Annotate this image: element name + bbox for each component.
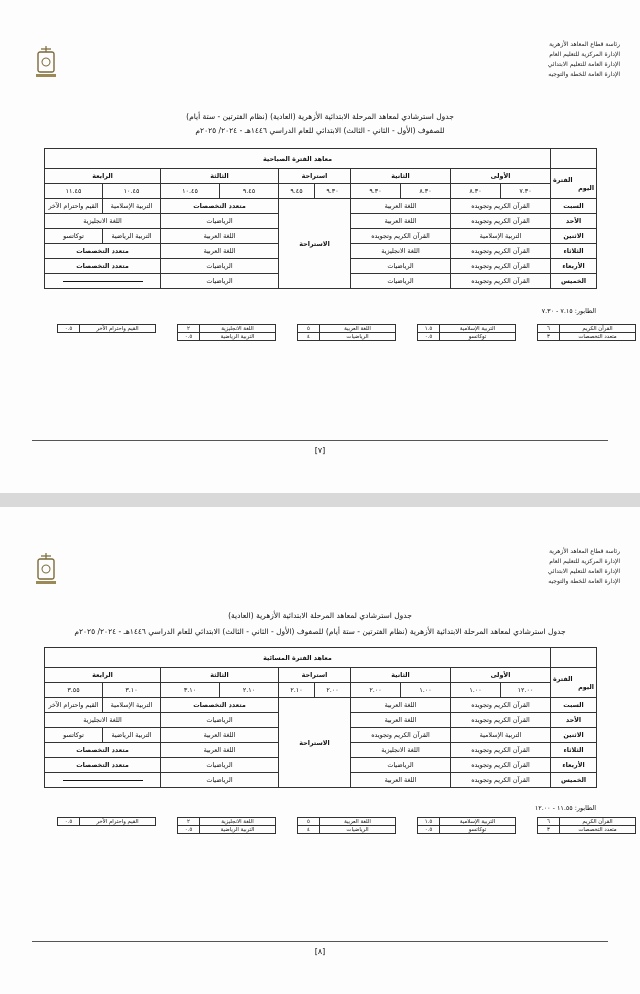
time-cell: ٩.٤٥ [220,184,279,199]
header-line: رئاسة قطاع المعاهد الأزهرية [549,548,620,555]
break-header: استراحة [279,169,351,184]
summary-count: ٤ [298,333,320,341]
time-cell: ١٠.٤٥ [103,184,161,199]
class-cell: الرياضيات [351,259,451,274]
summary-count: ٠.٥ [58,818,80,826]
schedule-table [44,647,597,788]
footer-divider [32,440,608,441]
day-cell: الأربعاء [551,758,597,773]
class-cell: اللغة العربية [351,698,451,713]
summary-count: ٤ [298,826,320,834]
class-cell: اللغة العربية [161,244,279,259]
time-cell: ٢.٠٠ [351,683,401,698]
page-subtitle: للصفوف (الأول - الثاني - الثالث) الابتدائي للعام الدراسي ١٤٤٦هـ - ٢٠٢٤/ ٢٠٢٥م [195,126,445,135]
time-cell: ٣.١٠ [103,683,161,698]
header-line: الإدارة العامة للتعليم الابتدائي [547,568,620,575]
day-cell: الأحد [551,713,597,728]
class-cell: الرياضيات [161,713,279,728]
day-cell: الثلاثاء [551,743,597,758]
class-cell: الرياضيات [161,259,279,274]
header-authority [500,547,620,587]
day-cell: الاثنين [551,229,597,244]
class-cell: اللغة العربية [161,743,279,758]
azhar-logo-icon [34,551,58,587]
summary-count: ٥ [298,325,320,333]
class-cell: اللغة الانجليزية [45,713,161,728]
summary-count: ٥ [298,818,320,826]
summary-count: ١.٥ [418,325,440,333]
day-cell: السبت [551,199,597,214]
class-cell: القيم واحترام الآخر [45,698,103,713]
header-line: رئاسة قطاع المعاهد الأزهرية [549,41,620,48]
header-line: الإدارة المركزية للتعليم العام [549,51,620,58]
class-cell: اللغة العربية [351,199,451,214]
page-number: [٧] [314,446,326,455]
summary-count: ٣ [538,826,560,834]
time-cell: ١٢.٠٠ [501,683,551,698]
time-cell: ٩.٤٥ [279,184,315,199]
class-cell: متعدد التخصصات [45,259,161,274]
summary-subject: التربية الرياضية [200,826,276,834]
dash-divider [63,281,143,282]
class-cell: القرآن الكريم وتجويده [451,199,551,214]
class-cell: متعدد التخصصات [45,758,161,773]
time-cell: ٨.٣٠ [451,184,501,199]
summary-subject: اللغة الانجليزية [200,818,276,826]
shift-title: معاهد الفترة المسائية [45,648,551,668]
class-cell: اللغة الانجليزية [45,214,161,229]
day-cell: الخميس [551,274,597,289]
day-cell: الثلاثاء [551,244,597,259]
page-title: جدول استرشادي لمعاهد المرحلة الابتدائية الأزهرية (العادية) [228,611,412,620]
summary-count: ١.٥ [418,818,440,826]
time-cell: ٢.١٠ [279,683,315,698]
class-cell: القرآن الكريم وتجويده [451,713,551,728]
class-cell: القيم واحترام الآخر [45,199,103,214]
table-row [45,199,597,214]
summary-count: ٦ [538,818,560,826]
summary-subject: الرياضيات [320,333,396,341]
page-title: جدول استرشادي لمعاهد المرحلة الابتدائية الأزهرية (العادية) (نظام الفترتين - ستة أيام) [186,112,454,121]
summary-count: ٣ [538,333,560,341]
header-line: الإدارة العامة للتعليم الابتدائي [547,61,620,68]
time-cell: ١٠.٤٥ [161,184,220,199]
empty-cell [45,274,161,289]
class-cell: الرياضيات [161,274,279,289]
summary-subject: التربية الإسلامية [440,818,516,826]
class-cell: التربية الإسلامية [451,728,551,743]
summary-subject: توكاتسو [440,826,516,834]
summary-count: ٢ [178,818,200,826]
day-cell: الأحد [551,214,597,229]
summary-count: ٦ [538,325,560,333]
break-cell: الاستراحة [279,698,351,788]
class-cell: التربية الإسلامية [451,229,551,244]
class-cell: اللغة الانجليزية [351,743,451,758]
class-cell: الرياضيات [161,773,279,788]
period-second: الثانية [351,668,451,683]
document-page-2 [0,507,640,994]
class-cell: القرآن الكريم وتجويده [451,274,551,289]
class-cell: القرآن الكريم وتجويده [451,743,551,758]
class-cell: اللغة العربية [351,773,451,788]
class-cell: القرآن الكريم وتجويده [451,244,551,259]
summary-count: ٠.٥ [58,325,80,333]
summary-count: ٠.٥ [418,826,440,834]
summary-count: ٠.٥ [178,333,200,341]
time-cell: ٨.٣٠ [401,184,451,199]
time-cell: ١.٠٠ [451,683,501,698]
time-cell: ٣.١٠ [161,683,220,698]
class-cell: متعدد التخصصات [161,199,279,214]
class-cell: اللغة الانجليزية [351,244,451,259]
time-cell: ٢.١٠ [220,683,279,698]
class-cell: اللغة العربية [161,728,279,743]
summary-subject: التربية الرياضية [200,333,276,341]
period-third: الثالثة [161,169,279,184]
header-line: الإدارة العامة للخطة والتوجيه [548,578,620,585]
class-cell: التربية الرياضية [103,229,161,244]
summary-subject: متعدد التخصصات [560,333,636,341]
summary-subject: التربية الإسلامية [440,325,516,333]
table-row [45,698,597,713]
summary-count: ٠.٥ [178,826,200,834]
page-number: [٨] [314,947,326,956]
header-line: الإدارة العامة للخطة والتوجيه [548,71,620,78]
shift-title: معاهد الفترة الصباحية [45,149,551,169]
break-header: استراحة [279,668,351,683]
summary-subject: اللغة العربية [320,818,396,826]
summary-count: ٠.٥ [418,333,440,341]
period-first: الأولى [451,668,551,683]
header-line: الإدارة المركزية للتعليم العام [549,558,620,565]
schedule-table [44,148,597,289]
class-cell: القرآن الكريم وتجويده [351,229,451,244]
class-cell: متعدد التخصصات [45,244,161,259]
dismissal-note: الطابور: ١١.٥٥ - ١٢.٠٠ [534,804,596,812]
class-cell: التربية الإسلامية [103,698,161,713]
period-first: الأولى [451,169,551,184]
day-cell: الاثنين [551,728,597,743]
class-cell: الرياضيات [161,758,279,773]
class-cell: توكاتسو [45,229,103,244]
class-cell: الرياضيات [351,274,451,289]
time-cell: ٣.٥٥ [45,683,103,698]
period-second: الثانية [351,169,451,184]
summary-subject: القيم واحترام الآخر [80,325,156,333]
empty-cell [45,773,161,788]
summary-subject: القيم واحترام الآخر [80,818,156,826]
summary-subject: اللغة العربية [320,325,396,333]
azhar-logo-icon [34,44,58,80]
class-cell: القرآن الكريم وتجويده [451,773,551,788]
period-third: الثالثة [161,668,279,683]
class-cell: القرآن الكريم وتجويده [451,214,551,229]
class-cell: اللغة العربية [161,229,279,244]
time-cell: ٩.٣٠ [315,184,351,199]
summary-subject: القرآن الكريم [560,818,636,826]
class-cell: توكاتسو [45,728,103,743]
summary-subject: متعدد التخصصات [560,826,636,834]
summary-subject: الرياضيات [320,826,396,834]
class-cell: اللغة العربية [351,214,451,229]
class-cell: التربية الرياضية [103,728,161,743]
period-fourth: الرابعة [45,668,161,683]
summary-subject: اللغة الانجليزية [200,325,276,333]
class-cell: القرآن الكريم وتجويده [451,259,551,274]
period-day-header: الفترة اليوم [551,169,597,199]
class-cell: القرآن الكريم وتجويده [451,698,551,713]
summary-subject: توكاتسو [440,333,516,341]
day-cell: الخميس [551,773,597,788]
break-cell: الاستراحة [279,199,351,289]
time-cell: ٢.٠٠ [315,683,351,698]
time-cell: ٧.٣٠ [501,184,551,199]
header-authority [500,40,620,80]
footer-divider [32,941,608,942]
class-cell: الرياضيات [351,758,451,773]
summary-table [57,324,636,341]
day-cell: السبت [551,698,597,713]
dismissal-note: الطابور: ٧.١٥ - ٧.٣٠ [541,307,596,315]
time-cell: ١.٠٠ [401,683,451,698]
time-cell: ٩.٣٠ [351,184,401,199]
document-page-1 [0,0,640,493]
day-cell: الأربعاء [551,259,597,274]
period-fourth: الرابعة [45,169,161,184]
class-cell: اللغة العربية [351,713,451,728]
class-cell: متعدد التخصصات [45,743,161,758]
class-cell: التربية الإسلامية [103,199,161,214]
class-cell: القرآن الكريم وتجويده [351,728,451,743]
class-cell: متعدد التخصصات [161,698,279,713]
summary-subject: القرآن الكريم [560,325,636,333]
period-day-header: الفترة اليوم [551,668,597,698]
page-subtitle: جدول استرشادي لمعاهد المرحلة الابتدائية الأزهرية (نظام الفترتين - ستة أيام) للصفوف (الأول - الثاني - الثالث) الابتدائي للعام الدراسي ١٤٤٦هـ - ٢٠٢٤/ ٢٠٢٥م [74,627,566,636]
summary-count: ٢ [178,325,200,333]
class-cell: القرآن الكريم وتجويده [451,758,551,773]
dash-divider [63,780,143,781]
class-cell: الرياضيات [161,214,279,229]
summary-table [57,817,636,834]
time-cell: ١١.٤٥ [45,184,103,199]
